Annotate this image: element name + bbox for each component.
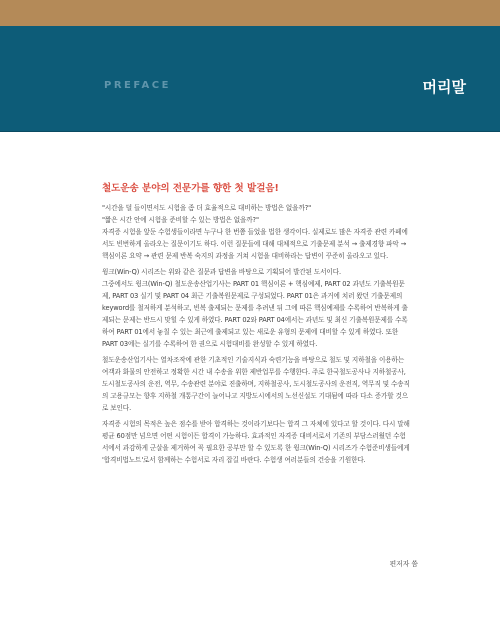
paragraph-line: 제, PART 03 실기 및 PART 04 최근 기출복원문제로 구성되었다. PART 01은 과거에 치러 왔던 기출문제의 bbox=[102, 292, 403, 300]
paragraph-line: '합격비법노트'로서 함께하는 수험서로 자리 잡길 바란다. 수험생 여러분들의 건승을 기원한다. bbox=[102, 456, 366, 464]
paragraph-line: 철도운송산업기사는 열차조작에 관한 기초적인 기술지식과 숙련기능을 바탕으로 철도 및 지하철을 이용하는 bbox=[102, 356, 405, 364]
paragraph-line: "시간을 덜 들이면서도 시험을 좀 더 효율적으로 대비하는 방법은 없을까?" bbox=[102, 204, 312, 212]
paragraph-line: "짧은 시간 안에 시험을 준비할 수 있는 방법은 없을까?" bbox=[102, 216, 259, 224]
top-decorative-bar bbox=[0, 0, 500, 26]
paragraph-line: 자격증 시험의 목적은 높은 점수를 받아 합격하는 것이라기보다는 합격 그 자체에 있다고 할 것이다. 다시 말해 bbox=[102, 420, 410, 428]
paragraph-line: 윙크(Win-Q) 시리즈는 위와 같은 질문과 답변을 바탕으로 기획되어 발간된 도서이다. bbox=[102, 268, 341, 276]
paragraph-container bbox=[102, 202, 422, 466]
paragraph-line: 핵심이론 요약 → 관련 문제 반복 숙지의 과정을 거쳐 시험을 대비하라는 답변이 꾸준히 올라오고 있다. bbox=[102, 252, 389, 260]
paragraph-line: 자격증 시험을 앞둔 수험생들이라면 누구나 한 번쯤 들었을 법한 생각이다. 실제로도 많은 자격증 관련 카페에 bbox=[102, 228, 408, 236]
preface-label: PREFACE bbox=[104, 80, 171, 91]
paragraph-line: 서에서 과감하게 군살을 제거하여 꼭 필요한 공부만 할 수 있도록 한 윙크(Win-Q) 시리즈가 수험준비생들에게 bbox=[102, 444, 410, 452]
paragraph-line: PART 03에는 실기를 수록하여 한 권으로 시험대비를 완성할 수 있게 하였다. bbox=[102, 340, 318, 348]
headline: 철도운송 분야의 전문가를 향한 첫 발걸음! bbox=[102, 183, 279, 194]
author-signature: 편저자 씀 bbox=[389, 560, 418, 568]
paragraph-line: 여객과 화물의 안전하고 정확한 시간 내 수송을 위한 제반업무를 수행한다. 주로 한국철도공사나 지하철공사, bbox=[102, 368, 406, 376]
paragraph-line: keyword를 철저하게 분석하고, 빈복 출제되는 문제를 추려낸 뒤 그에 따른 핵심예제를 수록하여 반복하게 출 bbox=[102, 304, 408, 312]
header-divider bbox=[0, 131, 500, 132]
paragraph-line: 제되는 문제는 반드시 맞힐 수 있게 하였다. PART 02와 PART 04에서는 과년도 및 최신 기출복원문제를 수록 bbox=[102, 316, 408, 324]
paragraph-line: 로 보인다. bbox=[102, 404, 132, 412]
paragraph-line: 의 고용규모는 향후 지하철 개통구간이 늘어나고 지방도시에서의 노선신설도 기대됨에 따라 다소 증가할 것으 bbox=[102, 392, 409, 400]
page-title: 머리말 bbox=[422, 78, 466, 96]
paragraph-line: 그중에서도 윙크(Win-Q) 철도운송산업기사는 PART 01 핵심이론 + 핵심예제, PART 02 과년도 기출복원문 bbox=[102, 280, 405, 288]
paragraph-line: 평균 60점만 넘으면 어떤 시험이든 합격이 가능하다. 효과적인 자격증 대비서로서 기존의 부담스러웠던 수험 bbox=[102, 432, 406, 440]
paragraph-line: 도시철도공사의 운전, 역무, 수송관련 분야로 진출하며, 지하철공사, 도시철도공사의 운전직, 역무직 및 수송직 bbox=[102, 380, 410, 388]
paragraph-line: 서도 빈번하게 올라오는 질문이기도 하다. 이런 질문들에 대해 대체적으로 기출문제 분석 → 출제경향 파악 → bbox=[102, 240, 407, 248]
preface-body bbox=[102, 180, 422, 466]
paragraph-line: 하여 PART 01에서 놓칠 수 있는 최근에 출제되고 있는 새로운 유형의 문제에 대비할 수 있게 하였다. 또한 bbox=[102, 328, 399, 336]
